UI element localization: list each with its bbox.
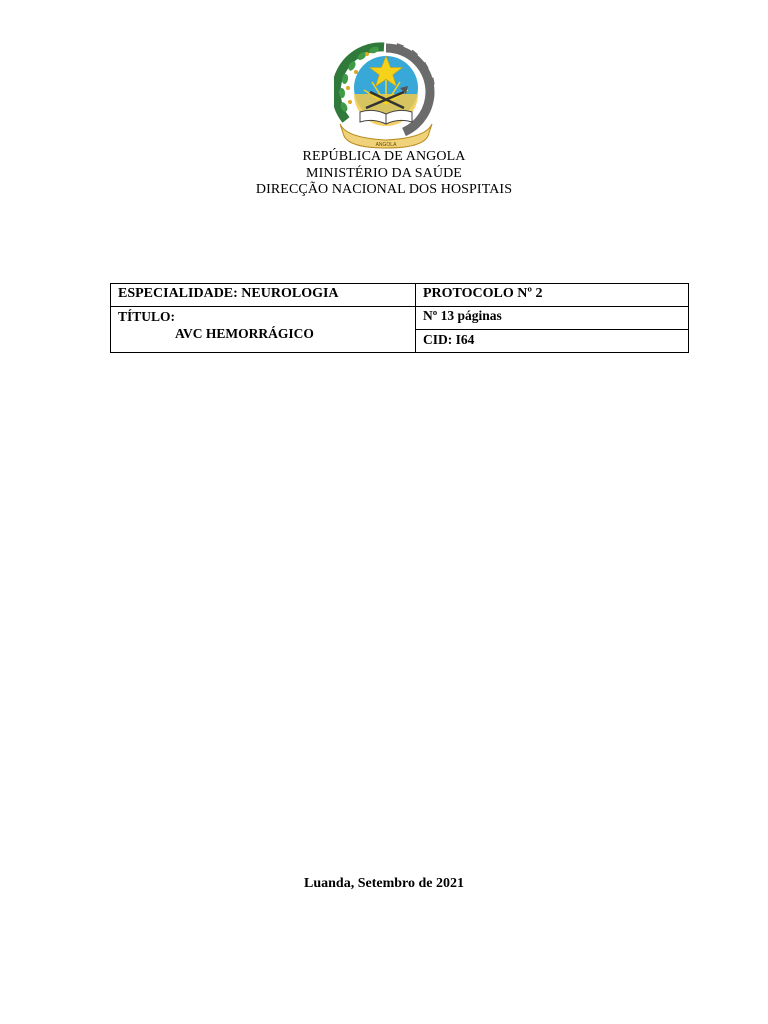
header-republic: REPÚBLICA DE ANGOLA [302, 149, 466, 164]
angola-coat-of-arms-emblem [334, 42, 436, 150]
header-ministry: MINISTÉRIO DA SAÚDE [306, 165, 462, 181]
table-row [111, 307, 689, 330]
paginas-cell: Nº 13 páginas [416, 307, 689, 330]
protocolo-cell: PROTOCOLO Nº 2 [416, 284, 689, 307]
titulo-label: TÍTULO: [118, 309, 176, 324]
protocol-info-table [110, 283, 689, 353]
especialidade-cell: ESPECIALIDADE: NEUROLOGIA [111, 284, 416, 307]
place-date-footer: Luanda, Setembro de 2021 [304, 876, 464, 891]
titulo-cell [111, 307, 416, 353]
titulo-value: AVC HEMORRÁGICO [175, 326, 314, 341]
document-header [0, 149, 768, 199]
header-direction: DIRECÇÃO NACIONAL DOS HOSPITAIS [255, 182, 513, 197]
table-row [111, 284, 689, 307]
emblem-ribbon-text: ANGOLA [375, 142, 397, 148]
cid-cell: CID: I64 [416, 330, 689, 353]
